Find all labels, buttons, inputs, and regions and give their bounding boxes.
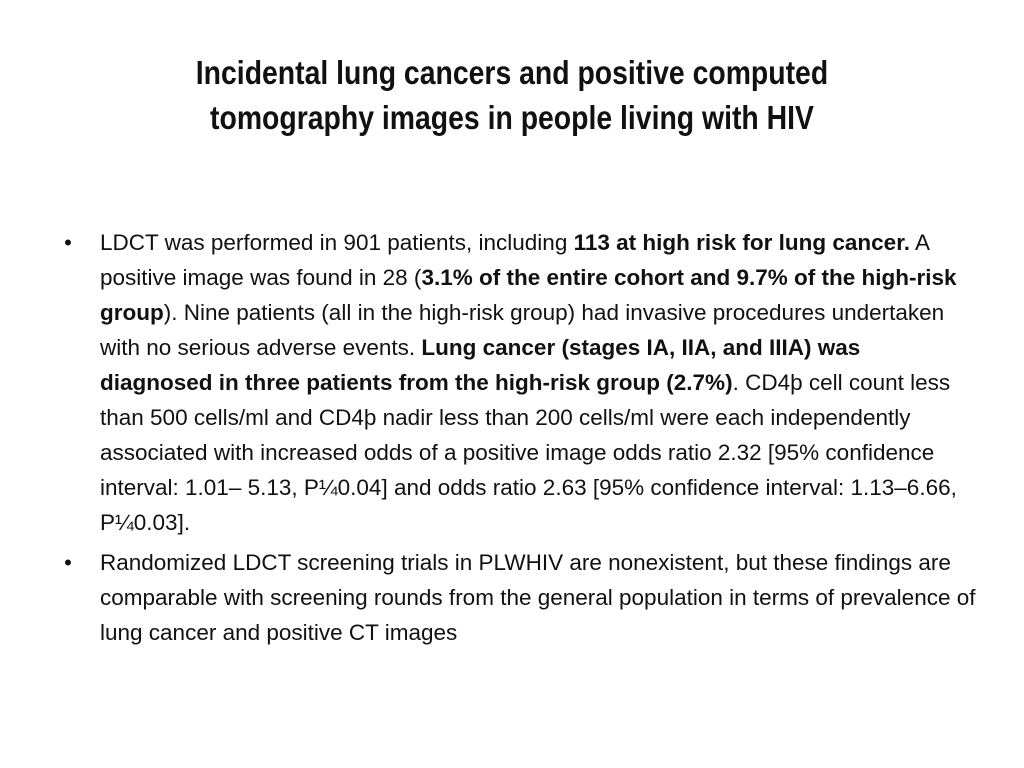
bullet-dot-icon: • (64, 230, 72, 255)
slide-title (149, 50, 875, 140)
bullet-segment: ). Nine patients (all in the high-risk group) had invasive procedures undertaken with no serious adverse events. (100, 300, 945, 360)
bullet-segment: LDCT was performed in 901 patients, including (100, 230, 574, 255)
bullet-list (58, 225, 978, 650)
bullet-segment-bold: 3.1% of the entire cohort and 9.7% of the high-risk group (100, 265, 957, 325)
bullet-dot-icon: • (64, 550, 72, 575)
bullet-segment: Randomized LDCT screening trials in PLWHIV are nonexistent, but these findings are comparable with screening rounds from the general population in terms of prevalence of lung cancer and positive CT images (100, 550, 976, 645)
bullet-segment: A positive image was found in 28 ( (100, 230, 929, 290)
bullet-text (100, 550, 976, 645)
bullet-segment-bold: Lung cancer (stages IA, IIA, and IIIA) was diagnosed in three patients from the high-risk group (2.7%) (100, 335, 861, 395)
bullet-segment-bold: 113 at high risk for lung cancer. (573, 230, 910, 255)
bullet-item (58, 545, 978, 650)
bullet-segment: . CD4þ cell count less than 500 cells/ml and CD4þ nadir less than 200 cells/ml were each independently associated with increased odds of a positive image odds ratio 2.32 [95% confidence interval: 1.01– 5.13, P¼0.04] and odds ratio 2.63 [95% confidence interval: 1.13–6.66, P¼0.03]. (100, 370, 957, 535)
title-line-1: Incidental lung cancers and positive computed (195, 54, 829, 91)
slide-body (58, 225, 978, 655)
bullet-item (58, 225, 978, 540)
bullet-text (100, 230, 957, 535)
title-line-2: tomography images in people living with HIV (210, 99, 814, 136)
